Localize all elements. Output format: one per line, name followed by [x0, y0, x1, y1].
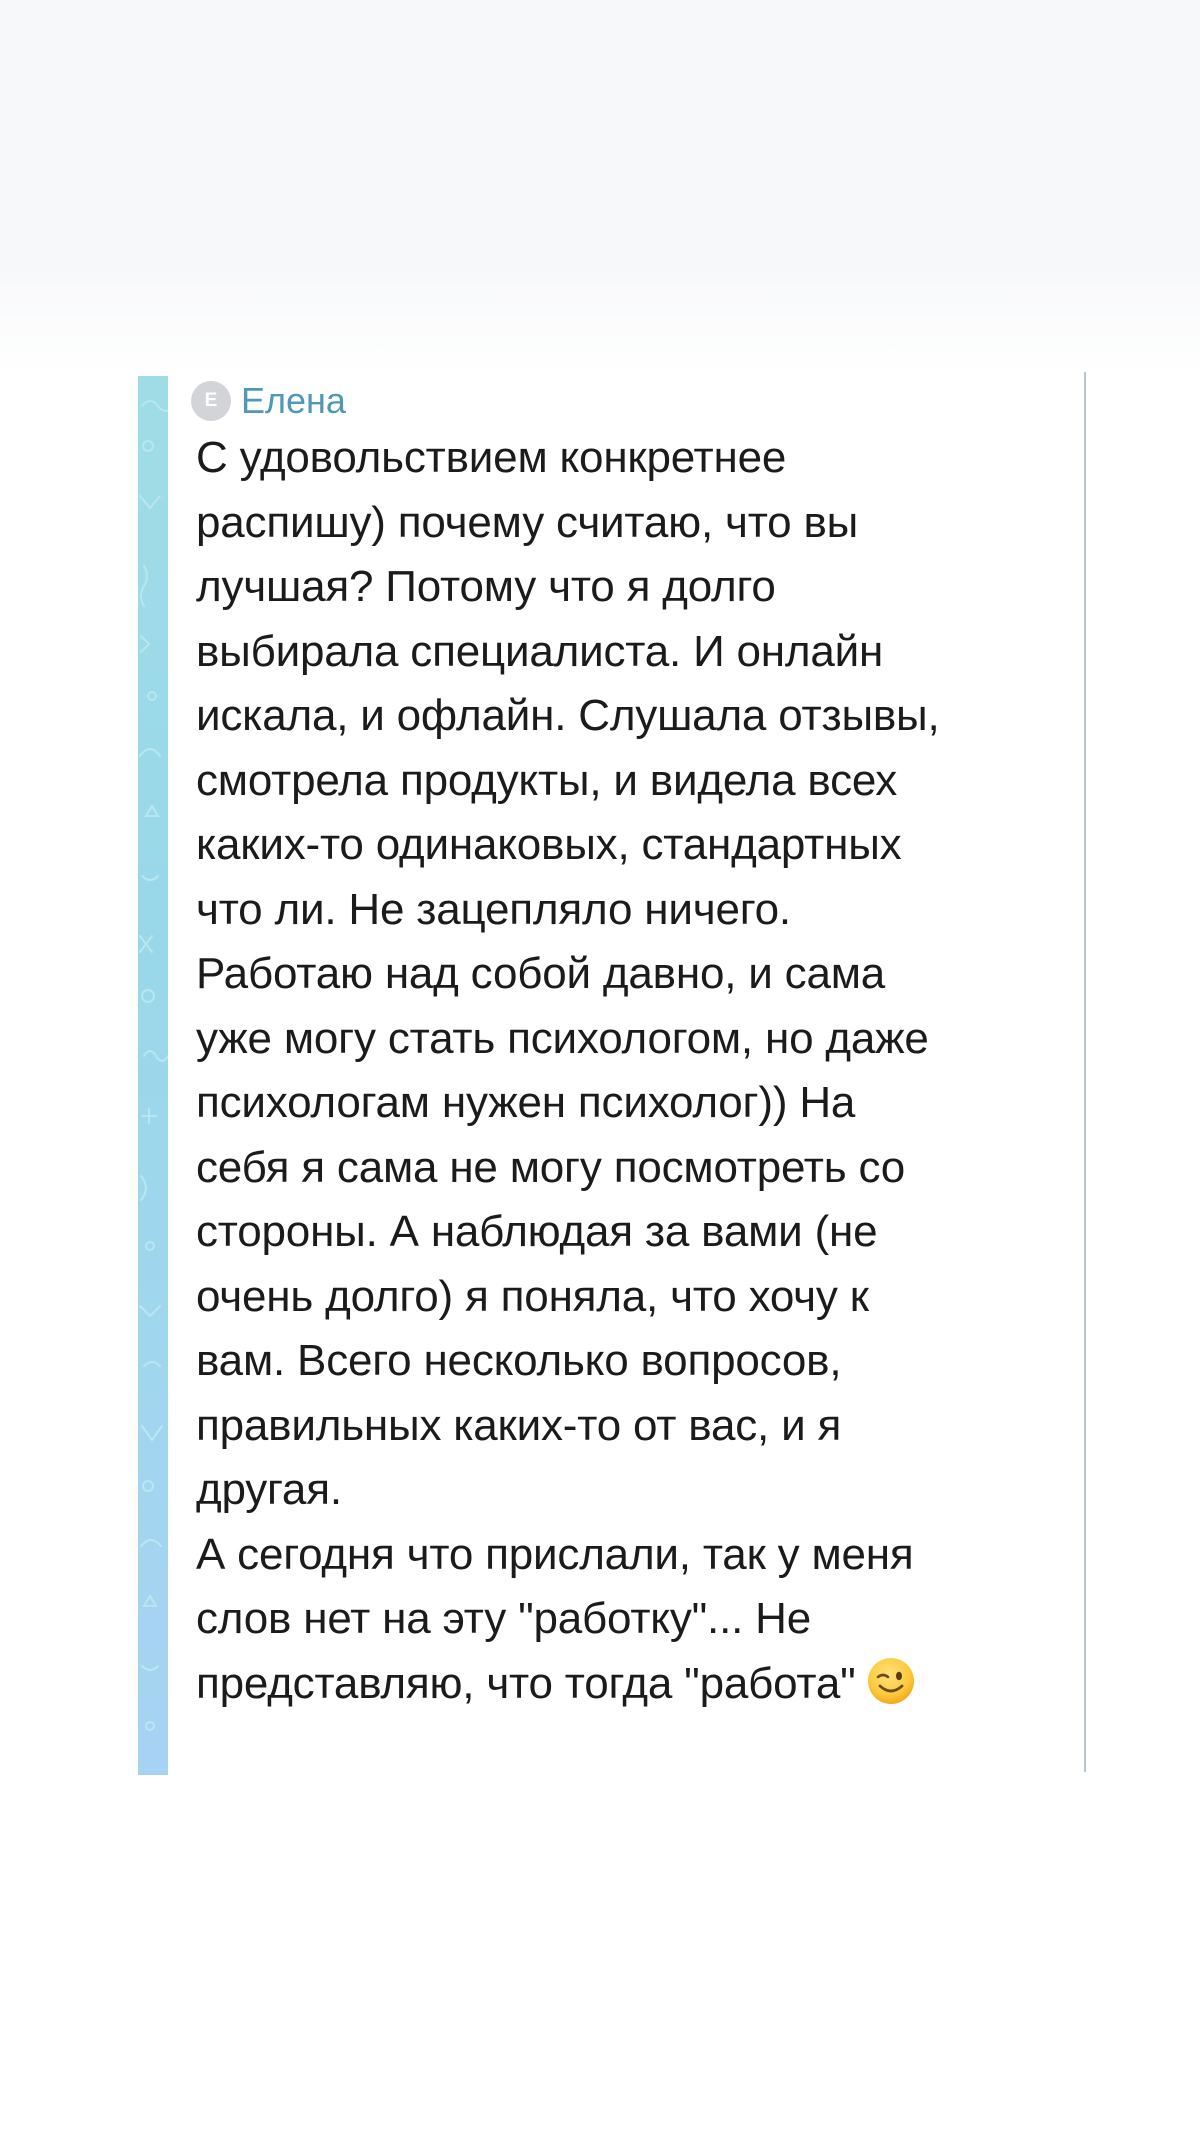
- message-line: С удовольствием конкретнее: [196, 433, 787, 482]
- message-line: смотрела продукты, и видела всех: [196, 755, 897, 805]
- message-line: психологам нужен психолог)) На: [196, 1078, 856, 1127]
- message-line: распишу) почему считаю, что вы: [196, 497, 859, 547]
- message-line: уже могу стать психологом, но даже: [196, 1013, 929, 1063]
- message-line: очень долго) я поняла, что хочу к: [196, 1271, 869, 1321]
- message-line: слов нет на эту "работку"... Не: [196, 1594, 811, 1643]
- winking-face-emoji: [866, 1656, 916, 1706]
- chat-wallpaper-strip: [138, 376, 168, 1775]
- message-line: что ли. Не зацепляло ничего.: [196, 884, 791, 934]
- message-line: выбирала специалиста. И онлайн: [196, 626, 884, 676]
- message-sender[interactable]: [191, 379, 346, 423]
- message-text: [196, 426, 1076, 1716]
- message-line: себя я сама не могу посмотреть со: [196, 1142, 906, 1192]
- message-line: правильных каких-то от вас, и я: [196, 1400, 842, 1450]
- wallpaper-doodle-pattern: [138, 376, 168, 1775]
- message-line: стороны. А наблюдая за вами (не: [196, 1207, 878, 1256]
- message-line: Работаю над собой давно, и сама: [196, 949, 886, 998]
- message-right-border: [1084, 372, 1086, 1772]
- top-background: [0, 0, 1200, 276]
- message-line-text: представляю, что тогда "работа": [196, 1658, 856, 1708]
- sender-avatar[interactable]: Е: [191, 381, 231, 421]
- message-line: искала, и офлайн. Слушала отзывы,: [196, 691, 940, 740]
- sender-name[interactable]: Елена: [241, 380, 346, 421]
- message-line: лучшая? Потому что я долго: [196, 562, 776, 611]
- message-line: вам. Всего несколько вопросов,: [196, 1336, 842, 1385]
- message-last-line: [196, 1652, 1076, 1717]
- bottom-background: [0, 1775, 1200, 2133]
- top-background-fade: [0, 262, 1200, 376]
- message-line: другая.: [196, 1465, 342, 1514]
- message-line: каких-то одинаковых, стандартных: [196, 820, 902, 869]
- message-line: А сегодня что прислали, так у меня: [196, 1529, 914, 1579]
